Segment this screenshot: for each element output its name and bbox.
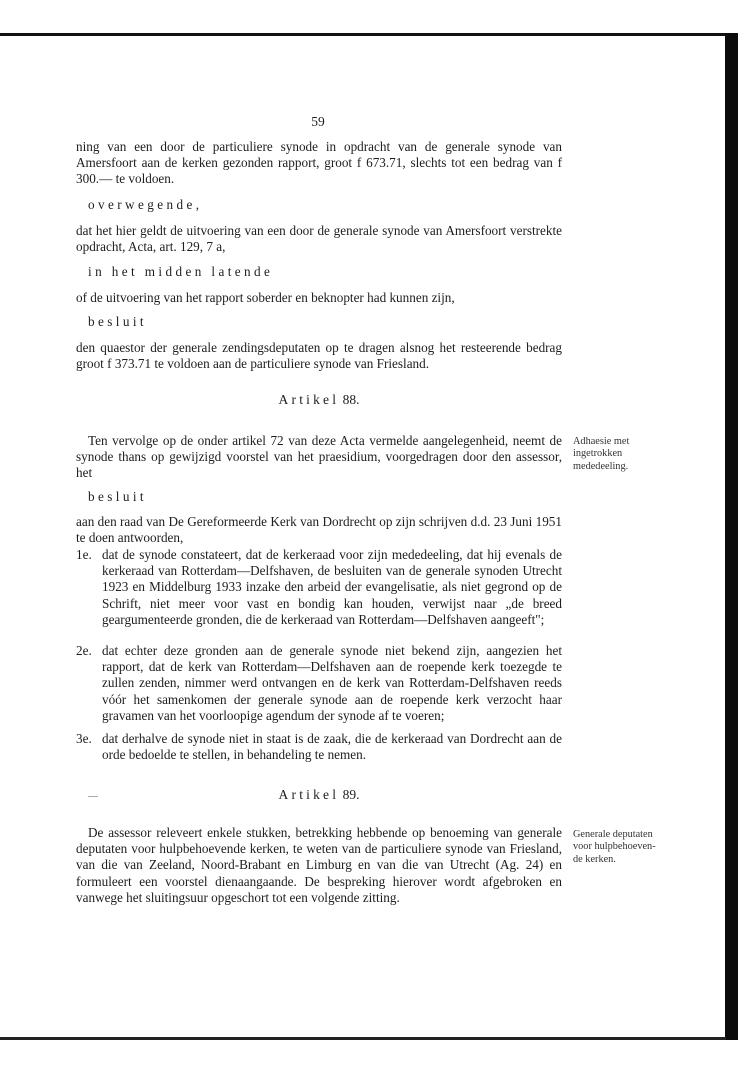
margin-note-article-88 xyxy=(573,436,657,473)
margin-note-line: mededeeling. xyxy=(573,460,629,472)
page-number: 59 xyxy=(311,114,325,129)
paragraph-considering: dat het hier geldt de uitvoering van een door de generale synode van Amersfoort verstrekte opdracht, Acta, art. 129, 7 a, xyxy=(76,223,562,255)
margin-note-line: ingetrokken xyxy=(573,448,623,460)
paragraph-dordrecht: aan den raad van De Gereformeerde Kerk van Dordrecht op zijn schrijven d.d. 23 Juni 1951 te doen antwoorden, xyxy=(76,514,562,546)
margin-note-article-89 xyxy=(573,829,657,866)
list-item-number: 1e. xyxy=(76,547,92,562)
separator-mark xyxy=(88,796,98,797)
keyword-besluit: besluit xyxy=(88,314,147,329)
article-label: Artikel xyxy=(278,392,340,407)
paragraph-article-88: Ten vervolge op de onder artikel 72 van deze Acta vermelde aangelegenheid, neemt de synode thans op gewijzigd voorstel van het praesidium, voorgedragen door den assessor, het xyxy=(76,433,562,481)
article-label: Artikel xyxy=(278,787,340,802)
keyword-overwegende: overwegende, xyxy=(88,197,203,212)
article-number: 88. xyxy=(342,392,360,407)
paragraph-quaestor: den quaestor der generale zendingsdeputaten op te dragen alsnog het resteerende bedrag groot f 373.71 te voldoen aan de particuliere synode van Friesland. xyxy=(76,340,562,372)
list-item-number: 2e. xyxy=(76,643,92,658)
list-item-1e xyxy=(76,547,562,628)
list-item-3e xyxy=(76,731,562,763)
list-item-text: dat echter deze gronden aan de generale synode niet bekend zijn, aangezien het rapport, dat de kerk van Rotterdam—Delfshaven aan de roepende kerk toezegde te zullen zenden, nimmer werd ontvangen en de kerk van Rotterdam-Delfshaven reeds vóór het samenkomen der generale synode aan de roepende kerk verzocht haar gravamen van het voorloopige agendum der synode af te voeren; xyxy=(102,643,562,723)
list-item-number: 3e. xyxy=(76,731,92,746)
scan-border-top xyxy=(0,33,726,36)
margin-note-line: Generale deputaten xyxy=(573,829,653,840)
keyword-besluit-2: besluit xyxy=(88,489,147,504)
article-number: 89. xyxy=(342,787,360,802)
article-88-heading xyxy=(76,392,562,408)
list-item-text: dat de synode constateert, dat de kerkeraad voor zijn mededeeling, dat hij evenals de kerkeraad van Rotterdam—Delfshaven, de besluiten van de generale synoden Utrecht 1923 en Middelburg 1933 inzake den arbeid der evangelisatie, als niet gegrond op de Schrift, niet meer voor vast en bondig kan houden, verwijst naar „de breed geargumenteerde gronden, die de kerkeraad van Rotterdam—Delfshaven aangeeft"; xyxy=(102,547,562,627)
paragraph-article-89: De assessor releveert enkele stukken, betrekking hebbende op benoeming van generale deputaten voor hulpbehoevende kerken, te weten van de particuliere synode van Friesland, van die van Zeeland, Noord-Brabant en Limburg en van die van Utrecht (Ag. 24) en formuleert een voorstel dienaangaande. De bespreking hierover wordt afgebroken en vanwege het sluitingsuur opgeschort tot een volgende zitting. xyxy=(76,825,562,905)
paragraph-report: of de uitvoering van het rapport soberder en beknopter had kunnen zijn, xyxy=(76,290,455,305)
list-item-text: dat derhalve de synode niet in staat is de zaak, die de kerkeraad van Dordrecht aan de orde bedoelde te stellen, in behandeling te nemen. xyxy=(102,731,562,763)
margin-note-line: Adhaesie met xyxy=(573,436,630,447)
paragraph-continuation: ning van een door de particuliere synode in opdracht van de generale synode van Amersfoort aan de kerken gezonden rapport, groot f 673.71, slechts tot een bedrag van f 300.— te voldoen. xyxy=(76,139,562,187)
scan-border-bottom xyxy=(0,1037,726,1040)
article-89-heading xyxy=(76,787,562,803)
margin-note-line: de kerken. xyxy=(573,853,616,865)
list-item-2e xyxy=(76,643,562,724)
scan-border-right xyxy=(725,33,738,1040)
margin-note-line: voor hulpbehoeven- xyxy=(573,841,656,853)
keyword-in-het-midden-latende: in het midden latende xyxy=(88,264,274,279)
